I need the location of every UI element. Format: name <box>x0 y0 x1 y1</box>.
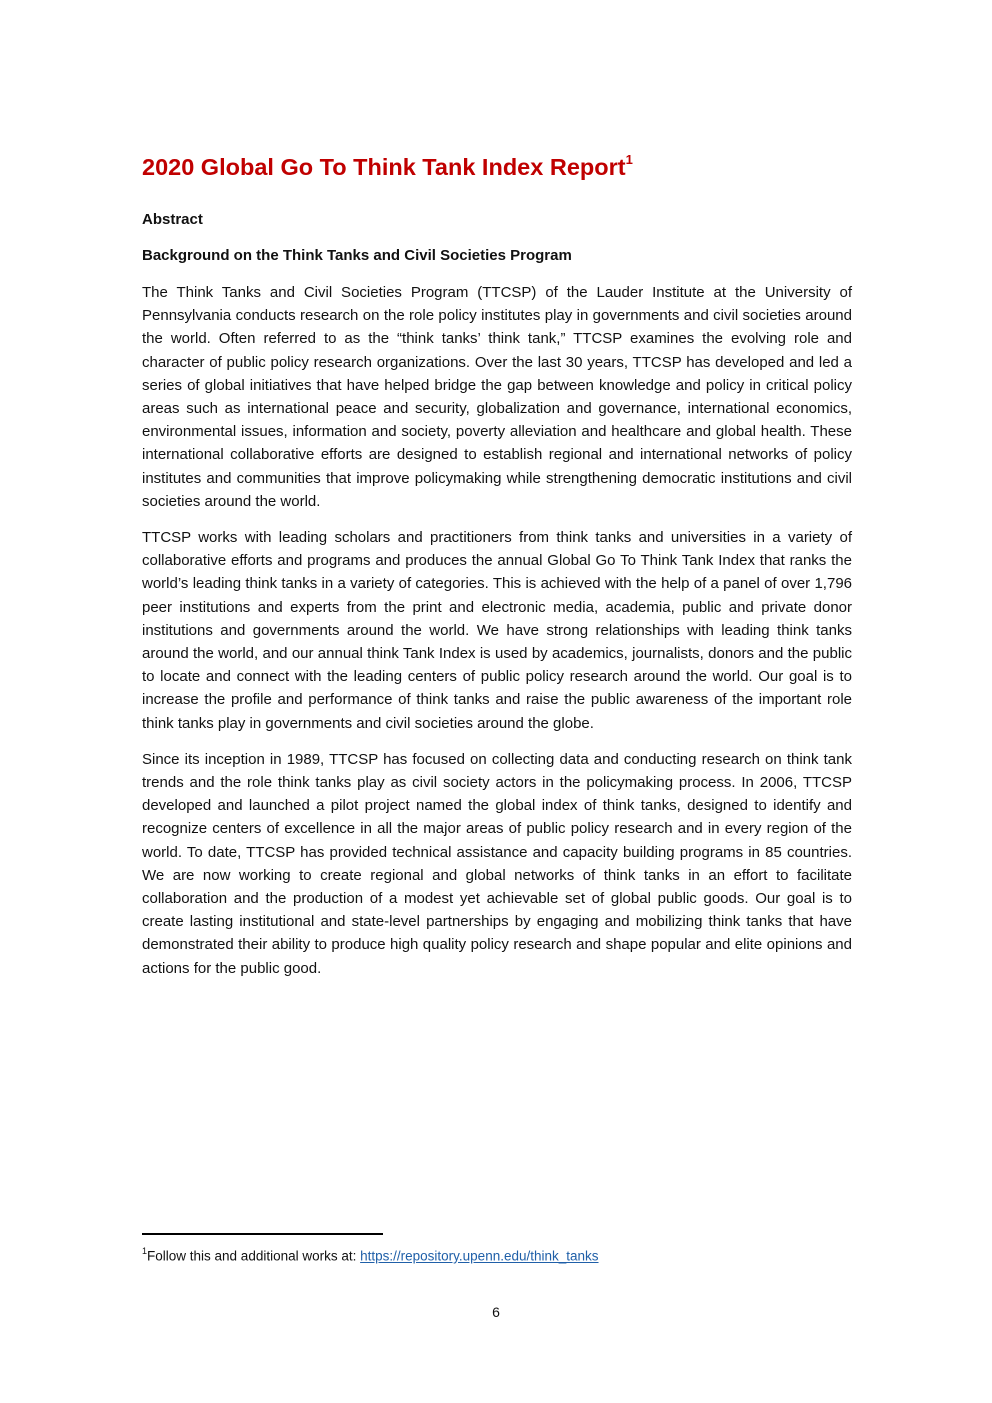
report-title <box>142 154 633 181</box>
paragraph: Since its inception in 1989, TTCSP has focused on collecting data and conducting research on think tank trends and the role think tanks play as civil society actors in the policymaking process. In 2006, TTCSP developed and launched a pilot project named the global index of think tanks, designed to identify and recognize centers of excellence in all the major areas of public policy research and in every region of the world. To date, TTCSP has provided technical assistance and capacity building programs in 85 countries. We are now working to create regional and global networks of think tanks in an effort to facilitate collaboration and the production of a modest yet achievable set of global public goods. Our goal is to create lasting institutional and state-level partnerships by engaging and mobilizing think tanks that have demonstrated their ability to produce high quality policy research and shape popular and elite opinions and actions for the public good. <box>142 750 852 977</box>
body-text <box>142 281 852 993</box>
footnote <box>142 1247 599 1264</box>
abstract-heading: Abstract <box>142 211 203 228</box>
footnote-separator <box>142 1233 383 1235</box>
page-number: 6 <box>492 1304 500 1320</box>
footnote-text: Follow this and additional works at: <box>147 1248 361 1264</box>
title-footnote-marker: 1 <box>625 152 633 168</box>
paragraph: The Think Tanks and Civil Societies Program (TTCSP) of the Lauder Institute at the University of Pennsylvania conducts research on the role policy institutes play in governments and civil societies around the world. Often referred to as the “think tanks’ think tank,” TTCSP examines the evolving role and character of public policy research organizations. Over the last 30 years, TTCSP has developed and led a series of global initiatives that have helped bridge the gap between knowledge and policy in critical policy areas such as international peace and security, globalization and governance, international economics, environmental issues, information and society, poverty alleviation and healthcare and global health. These international collaborative efforts are designed to establish regional and international networks of policy institutes and communities that improve policymaking while strengthening democratic institutions and civil societies around the world. <box>142 284 852 510</box>
footnote-link[interactable]: https://repository.upenn.edu/think_tanks <box>360 1248 599 1264</box>
report-title-text: 2020 Global Go To Think Tank Index Report <box>142 154 626 180</box>
paragraph: TTCSP works with leading scholars and practitioners from think tanks and universities in a variety of collaborative efforts and programs and produces the annual Global Go To Think Tank Index that ranks the world’s leading think tanks in a variety of categories. This is achieved with the help of a panel of over 1,796 peer institutions and experts from the print and electronic media, academia, public and private donor institutions and governments around the world. We have strong relationships with leading think tanks around the world, and our annual think Tank Index is used by academics, journalists, donors and the public to locate and connect with the leading centers of public policy research around the world. Our goal is to increase the profile and performance of think tanks and raise the public awareness of the important role think tanks play in governments and civil societies around the globe. <box>142 529 852 732</box>
section-heading: Background on the Think Tanks and Civil Societies Program <box>142 247 572 264</box>
footnote-marker: 1 <box>142 1246 148 1256</box>
